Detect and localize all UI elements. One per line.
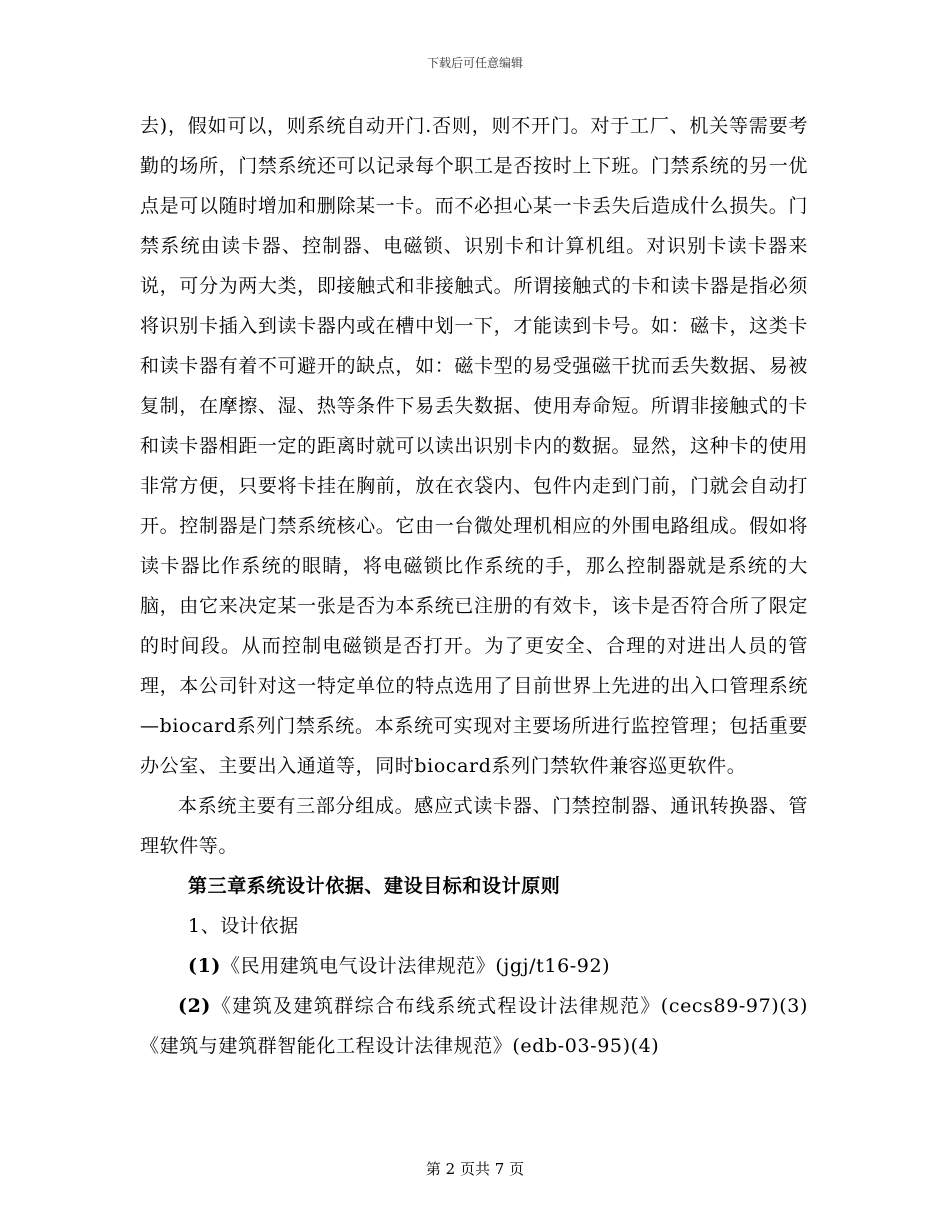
reference-text-1: 《民用建筑电气设计法律规范》(jgj/t16-92) [221, 955, 611, 977]
page-header: 下载后可任意编辑 [426, 56, 523, 70]
reference-item-2 [140, 986, 808, 1066]
chapter-heading: 第三章系统设计依据、建设目标和设计原则 [188, 875, 561, 897]
reference-number-2: (2) [178, 995, 211, 1017]
paragraph-access-control: 去)，假如可以，则系统自动开门.否则，则不开门。对于工厂、机关等需要考勤的场所，门禁系统还可以记录每个职工是否按时上下班。门禁系统的另一优点是可以随时增加和删除某一卡。而不必担心某一卡丢失后造成什么损失。门禁系统由读卡器、控制器、电磁锁、识别卡和计算机组。对识别卡读卡器来说，可分为两大类，即接触式和非接触式。所谓接触式的卡和读卡器是指必须将识别卡插入到读卡器内或在槽中划一下，才能读到卡号。如：磁卡，这类卡和读卡器有着不可避开的缺点，如：磁卡型的易受强磁干扰而丢失数据、易被复制，在摩擦、湿、热等条件下易丢失数据、使用寿命短。所谓非接触式的卡和读卡器相距一定的距离时就可以读出识别卡内的数据。显然，这种卡的使用非常方便，只要将卡挂在胸前，放在衣袋内、包件内走到门前，门就会自动打开。控制器是门禁系统核心。它由一台微处理机相应的外围电路组成。假如将读卡器比作系统的眼睛，将电磁锁比作系统的手，那么控制器就是系统的大脑，由它来决定某一张是否为本系统已注册的有效卡，该卡是否符合所了限定的时间段。从而控制电磁锁是否打开。为了更安全、合理的对进出人员的管理，本公司针对这一特定单位的特点选用了目前世界上先进的出入口管理系统—biocard系列门禁系统。本系统可实现对主要场所进行监控管理；包括重要办公室、主要出入通道等，同时biocard系列门禁软件兼容巡更软件。 [140, 115, 808, 777]
section-title: 1、设计依据 [188, 915, 299, 937]
page-footer: 第 2 页共 7 页 [425, 1160, 525, 1178]
reference-text-2: 《建筑及建筑群综合布线系统式程设计法律规范》(cecs89-97)(3)《建筑与建筑群智能化工程设计法律规范》(edb-03-95)(4) [140, 995, 808, 1057]
paragraph-system-components: 本系统主要有三部分组成。感应式读卡器、门禁控制器、通讯转换器、管理软件等。 [140, 795, 808, 857]
document-body [140, 106, 808, 1066]
reference-item-1 [140, 946, 808, 986]
reference-number-1: (1) [188, 955, 221, 977]
